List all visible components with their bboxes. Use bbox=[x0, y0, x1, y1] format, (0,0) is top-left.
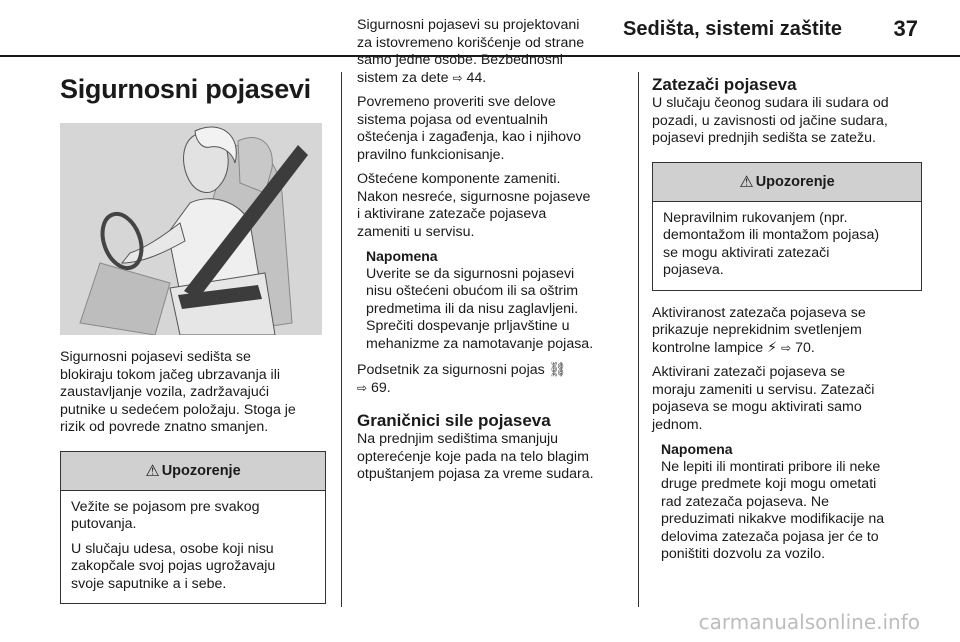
paragraph-indicator bbox=[652, 305, 922, 358]
subheading-tensioners: Zatezači pojaseva bbox=[652, 75, 797, 94]
column-divider-1 bbox=[341, 72, 342, 607]
text-line: i aktivirane zatezače pojaseva bbox=[357, 206, 547, 222]
paragraph-reminder bbox=[357, 362, 617, 397]
intro-line: zaustavljanje vozila, zadržavajući bbox=[60, 384, 269, 400]
text-line: opterećenje koje pada na telo blagim bbox=[357, 448, 589, 465]
text-line: pravilno funkcionisanje. bbox=[357, 146, 505, 163]
note-title: Napomena bbox=[661, 441, 733, 457]
note-line: Uverite se da sigurnosni pojasevi bbox=[366, 265, 575, 282]
page-header-title: Sedišta, sistemi zaštite bbox=[623, 18, 842, 40]
page-reference-arrow-icon: ⇨ bbox=[781, 340, 792, 355]
text-line: zameniti u servisu. bbox=[357, 223, 475, 240]
paragraph-design bbox=[357, 17, 617, 87]
note-line: delovima zatezača pojasa jer će to bbox=[661, 528, 879, 545]
warning-line: zakopčale svoj pojas ugrožavaju bbox=[71, 558, 276, 574]
watermark-text: carmanualsonline.info bbox=[698, 610, 920, 634]
paragraph-replace bbox=[357, 171, 617, 241]
warning-header bbox=[653, 163, 921, 202]
text-line: Aktivirani zatezači pojaseva se bbox=[652, 364, 846, 380]
text-line: za istovremeno korišćenje od strane bbox=[357, 34, 585, 51]
warning-title: Upozorenje bbox=[161, 462, 241, 479]
column-2 bbox=[357, 17, 617, 484]
text-line: pozadi, u zavisnosti od jačine sudara, bbox=[652, 112, 888, 129]
column-divider-2 bbox=[638, 72, 639, 607]
page-reference-link[interactable]: 69. bbox=[371, 379, 391, 396]
warning-box bbox=[652, 162, 922, 291]
intro-line: putnike u sedećem položaju. Stoga je bbox=[60, 401, 296, 418]
warning-triangle-icon: ⚠ bbox=[739, 173, 754, 191]
warning-line: U slučaju udesa, osobe koji nisu bbox=[71, 540, 274, 557]
paragraph-check bbox=[357, 94, 617, 164]
intro-line: rizik od povrede znatno smanjen. bbox=[60, 419, 269, 435]
text-line: otpuštanjem pojasa za vreme sudara. bbox=[357, 466, 594, 482]
text-line: pojasevi prednjih sedišta se zatežu. bbox=[652, 130, 876, 146]
text-line: oštećenja i zagađenja, kao i njihovo bbox=[357, 129, 582, 145]
page-reference-link[interactable]: 70. bbox=[795, 339, 815, 356]
intro-line: blokiraju tokom jačeg ubrzavanja ili bbox=[60, 366, 281, 383]
text-line: sistema pojasa od eventualnih bbox=[357, 111, 548, 128]
text-line bbox=[357, 362, 617, 380]
text-line: samo jedne osobe. Bezbednosni bbox=[357, 52, 563, 68]
intro-paragraph bbox=[60, 349, 326, 437]
note-line: nisu oštećeni obućom ili sa oštrim bbox=[366, 283, 579, 299]
note-line: preduzimati nikakve modifikacije na bbox=[661, 511, 885, 527]
text-fragment: kontrolne lampice bbox=[652, 339, 764, 356]
page-reference-arrow-icon: ⇨ bbox=[357, 380, 368, 395]
text-line: pojaseva se mogu aktivirati samo bbox=[652, 399, 862, 415]
section-title: Sigurnosni pojasevi bbox=[60, 74, 311, 104]
paragraph-tensioners bbox=[652, 95, 922, 148]
text-line: Na prednjim sedištima smanjuju bbox=[357, 431, 559, 447]
seatbelt-illustration bbox=[60, 123, 322, 335]
text-line: Oštećene komponente zameniti. bbox=[357, 171, 561, 187]
warning-line: se mogu aktivirati zatezači bbox=[663, 244, 830, 261]
text-line: U slučaju čeonog sudara ili sudara od bbox=[652, 95, 889, 111]
warning-line: svoje saputnike a i sebe. bbox=[71, 575, 227, 592]
text-fragment: Podsetnik za sigurnosni pojas bbox=[357, 362, 545, 378]
warning-line: Vežite se pojasom pre svakog bbox=[71, 498, 260, 515]
note-line: Sprečiti dospevanje prljavštine u bbox=[366, 318, 570, 334]
note-line: Ne lepiti ili montirati pribore ili neke bbox=[661, 458, 881, 475]
text-line: Sigurnosni pojasevi su projektovani bbox=[357, 17, 580, 33]
subheading-limiters: Graničnici sile pojaseva bbox=[357, 411, 551, 430]
intro-line: Sigurnosni pojasevi sedišta se bbox=[60, 349, 251, 365]
column-3 bbox=[652, 63, 922, 564]
seatbelt-reminder-icon: ⛓ bbox=[548, 362, 567, 378]
paragraph-activated bbox=[652, 364, 922, 434]
text-line: moraju zameniti u servisu. Zatezači bbox=[652, 381, 875, 398]
warning-box bbox=[60, 451, 326, 605]
warning-title: Upozorenje bbox=[755, 173, 835, 190]
page-reference-link[interactable]: 44. bbox=[466, 69, 487, 86]
warning-line: putovanja. bbox=[71, 516, 137, 532]
note-block bbox=[652, 441, 922, 564]
text-line: Povremeno proveriti sve delove bbox=[357, 94, 556, 110]
text-line bbox=[357, 380, 617, 398]
warning-body bbox=[61, 491, 325, 604]
note-line: poništiti dozvolu za vozilo. bbox=[661, 546, 826, 562]
text-line: jednom. bbox=[652, 416, 703, 433]
tensioner-lamp-icon: ⚡ bbox=[767, 339, 778, 356]
note-line: druge predmete koji mogu ometati bbox=[661, 476, 877, 492]
text-line: prikazuje neprekidnim svetlenjem bbox=[652, 322, 862, 338]
column-1 bbox=[60, 60, 326, 604]
note-title: Napomena bbox=[366, 248, 438, 264]
text-line: Aktiviranost zatezača pojaseva se bbox=[652, 304, 866, 321]
warning-line: Nepravilnim rukovanjem (npr. bbox=[663, 209, 848, 226]
note-line: mehanizme za namotavanje pojasa. bbox=[366, 335, 594, 352]
paragraph-limiters bbox=[357, 431, 617, 484]
page-reference-arrow-icon: ⇨ bbox=[452, 70, 463, 85]
page-number: 37 bbox=[893, 16, 918, 41]
warning-triangle-icon: ⚠ bbox=[145, 462, 160, 480]
text-fragment: sistem za dete bbox=[357, 69, 449, 86]
text-line: Nakon nesreće, sigurnosne pojaseve bbox=[357, 188, 591, 205]
warning-line: demontažom ili montažom pojasa) bbox=[663, 227, 880, 243]
text-line bbox=[652, 340, 922, 358]
note-line: predmetima ili da nisu zaglavljeni. bbox=[366, 300, 579, 317]
note-line: rad zatezača pojaseva. Ne bbox=[661, 493, 829, 510]
note-block bbox=[357, 248, 617, 353]
text-line bbox=[357, 70, 617, 88]
warning-line: pojaseva. bbox=[663, 262, 724, 278]
warning-body bbox=[653, 202, 921, 290]
warning-header bbox=[61, 452, 325, 491]
